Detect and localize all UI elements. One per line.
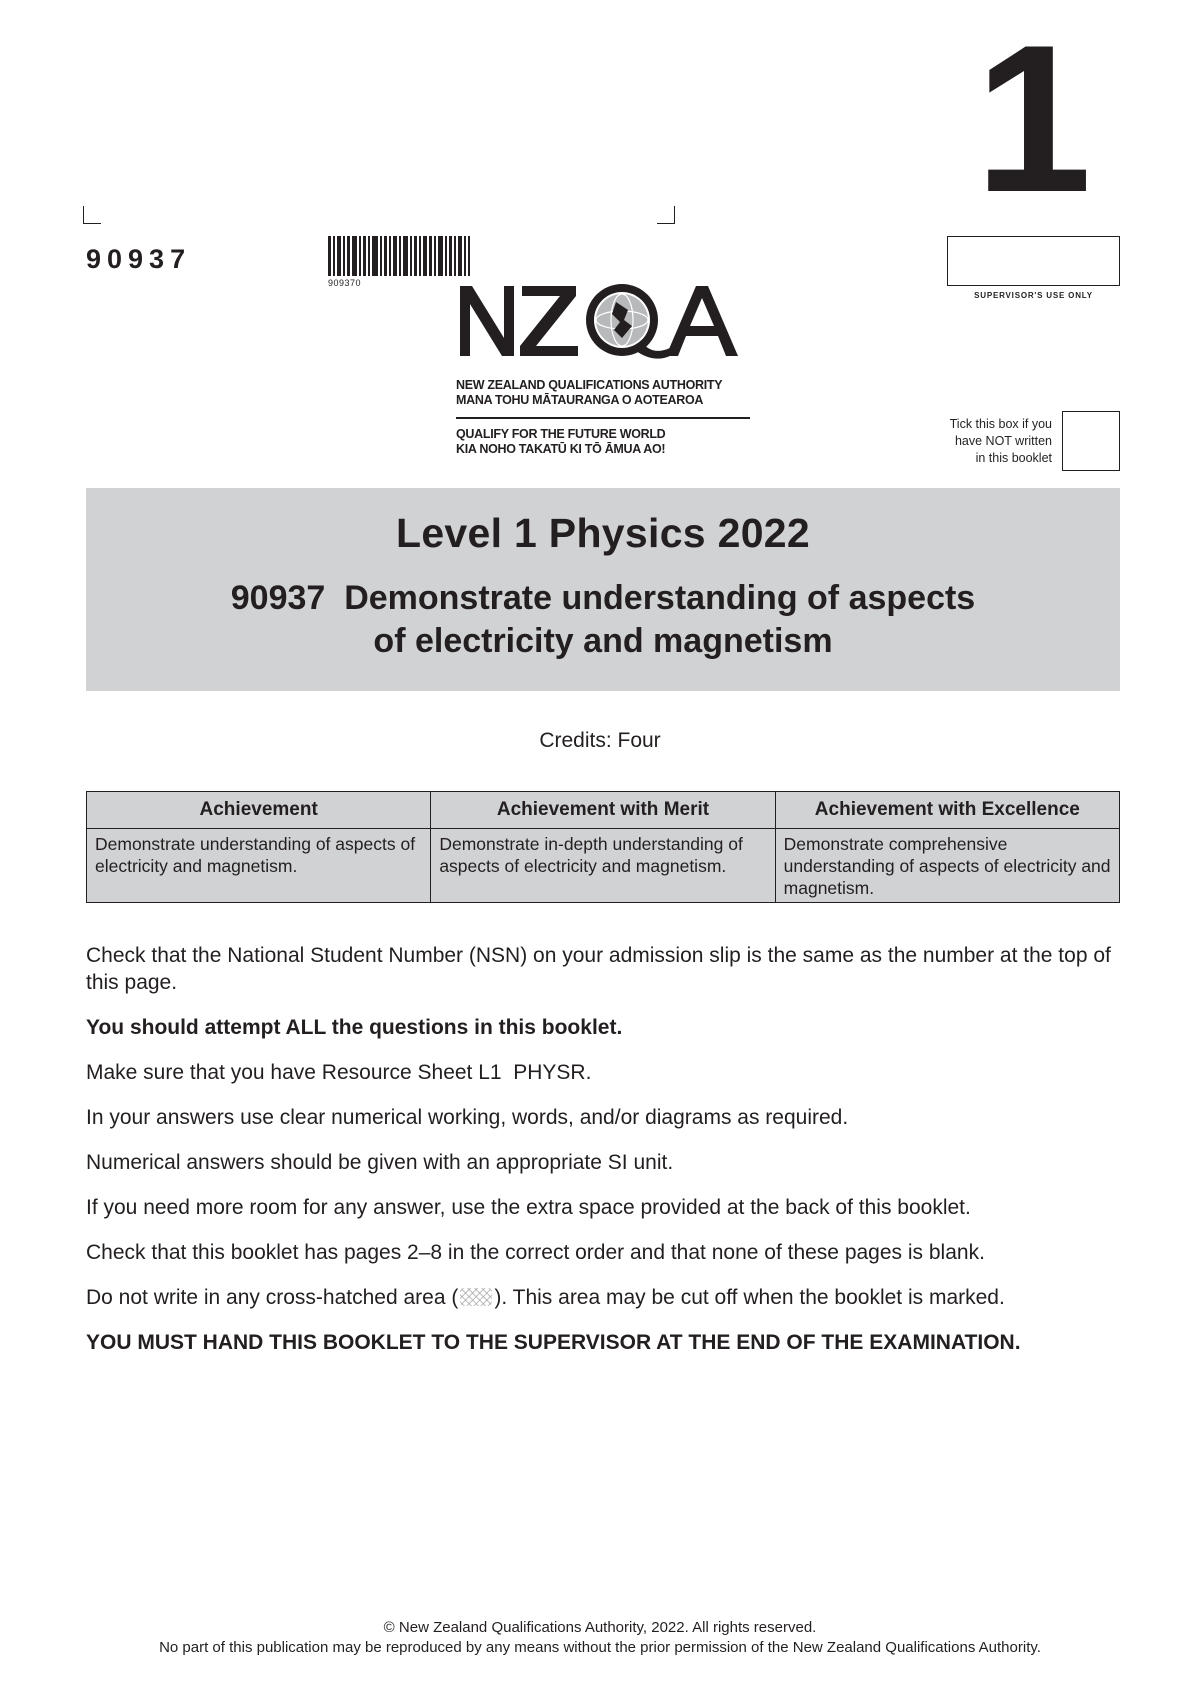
instruction-page-check: Check that this booklet has pages 2–8 in the correct order and that none of these pages is blank.	[86, 1241, 985, 1264]
instruction-working: In your answers use clear numerical working, words, and/or diagrams as required.	[86, 1106, 849, 1129]
supervisor-use-box[interactable]	[947, 236, 1120, 286]
standard-title-line-2: of electricity and magnetism	[373, 622, 833, 660]
header-merit: Achievement with Merit	[431, 792, 775, 829]
standard-title	[86, 577, 1120, 663]
instruction-resource-sheet: Make sure that you have Resource Sheet L1 PHYSR.	[86, 1061, 592, 1084]
instruction-nsn-check: Check that the National Student Number (NSN) on your admission slip is the same as the number at the top of this page.	[86, 944, 1111, 994]
not-written-line-2: have NOT written	[954, 434, 1052, 448]
barcode-number: 909370	[328, 278, 362, 288]
achievement-criteria-table	[86, 791, 1120, 903]
header-excellence: Achievement with Excellence	[775, 792, 1119, 829]
not-written-line-1: Tick this box if you	[949, 417, 1052, 431]
instruction-hand-in: YOU MUST HAND THIS BOOKLET TO THE SUPERVISOR AT THE END OF THE EXAMINATION.	[86, 1331, 1021, 1354]
instructions-list	[86, 942, 1120, 1374]
hatched-text-after: ). This area may be cut off when the booklet is marked.	[494, 1286, 1005, 1309]
not-written-checkbox[interactable]	[1062, 411, 1120, 471]
nzqa-motto-english: QUALIFY FOR THE FUTURE WORLD	[456, 427, 666, 441]
cross-hatch-icon	[458, 1286, 494, 1308]
title-band	[86, 488, 1120, 691]
nzqa-wordmark-graphic	[456, 276, 752, 368]
cell-excellence: Demonstrate comprehensive understanding of aspects of electricity and magnetism.	[775, 829, 1119, 903]
nzqa-motto-maori: KIA NOHO TAKATŪ KI TŌ ĀMUA AO!	[456, 442, 666, 456]
cell-achievement: Demonstrate understanding of aspects of electricity and magnetism.	[87, 829, 431, 903]
cell-merit: Demonstrate in-depth understanding of aspects of electricity and magnetism.	[431, 829, 775, 903]
permission-notice: No part of this publication may be reproduced by any means without the prior permission of the New Zealand Qualifications Authority.	[159, 1639, 1041, 1656]
barcode-image	[328, 236, 470, 276]
supervisor-use-label: SUPERVISOR'S USE ONLY	[974, 291, 1093, 300]
not-written-instruction	[920, 416, 1052, 467]
nzqa-name-english: NEW ZEALAND QUALIFICATIONS AUTHORITY	[456, 378, 723, 392]
table-header-row	[87, 792, 1120, 829]
instruction-si-units: Numerical answers should be given with an appropriate SI unit.	[86, 1151, 674, 1174]
standard-code: 90937	[86, 244, 192, 274]
credits-label: Credits: Four	[539, 729, 661, 752]
nzqa-name-maori: MANA TOHU MĀTAURANGA O AOTEAROA	[456, 393, 704, 407]
instruction-attempt-all: You should attempt ALL the questions in this booklet.	[86, 1016, 623, 1039]
exam-title: Level 1 Physics 2022	[395, 510, 811, 556]
nzqa-wordmark	[456, 276, 752, 368]
table-row	[87, 829, 1120, 903]
header-achievement: Achievement	[87, 792, 431, 829]
footer	[0, 1618, 1200, 1658]
hatched-text-before: Do not write in any cross-hatched area (	[86, 1286, 459, 1309]
crop-mark-right	[657, 206, 675, 224]
instruction-hatched-area	[86, 1284, 1120, 1311]
standard-title-line-1: 90937 Demonstrate understanding of aspects	[230, 579, 976, 617]
booklet-number: 1	[975, 1, 1092, 236]
nzqa-logo	[456, 276, 752, 457]
copyright-notice: © New Zealand Qualifications Authority, 2022. All rights reserved.	[383, 1619, 817, 1636]
instruction-extra-space: If you need more room for any answer, use the extra space provided at the back of this booklet.	[86, 1196, 971, 1219]
not-written-line-3: in this booklet	[975, 451, 1052, 465]
crop-mark-left	[83, 206, 101, 224]
logo-divider	[456, 417, 750, 419]
